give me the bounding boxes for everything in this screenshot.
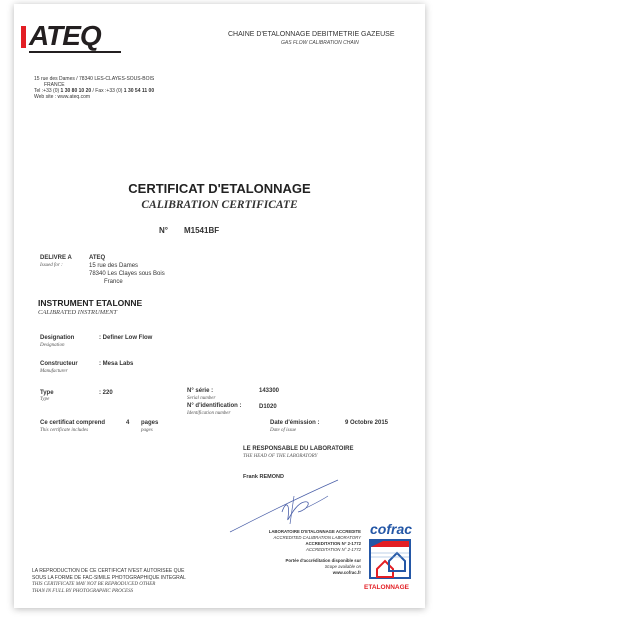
pages-count: 4 <box>126 420 130 426</box>
certificate-title-en: CALIBRATION CERTIFICATE <box>141 199 298 211</box>
accr-line-2: ACCREDITED CALIBRATION LABORATORY <box>273 535 361 540</box>
certificate-title-fr: CERTIFICAT D'ETALONNAGE <box>128 181 311 196</box>
designation-label-en: Designation <box>40 343 65 348</box>
manufacturer-value: : Mesa Labs <box>99 361 134 367</box>
cofrac-wordmark: cofrac <box>370 521 413 537</box>
lab-head-title-fr: LE RESPONSABLE DU LABORATOIRE <box>243 446 354 452</box>
address-web: Web site : www.ateq.com <box>34 94 91 100</box>
issued-name: ATEQ <box>89 255 106 261</box>
issued-address-2: 78340 Les Clayes sous Bois <box>89 271 165 277</box>
ident-label-fr: N° d'identification : <box>187 403 242 409</box>
issue-label-en: Date of issue <box>270 428 297 433</box>
fax-label: / Fax :+33 (0) <box>92 88 123 94</box>
ident-value: D1020 <box>259 404 277 410</box>
type-value: : 220 <box>99 390 113 396</box>
type-label-fr: Type <box>40 390 54 396</box>
issued-label-en: Issued for : <box>40 263 63 268</box>
pages-unit-en: pages <box>141 428 153 433</box>
instrument-heading-en: CALIBRATED INSTRUMENT <box>38 309 118 316</box>
footer-en-2: THAN IN FULL BY PHOTOGRAPHIC PROCESS <box>32 589 134 594</box>
accr-line-7: www.cofrac.fr <box>332 570 361 575</box>
designation-label-fr: Designation <box>40 335 75 341</box>
cofrac-logo-icon <box>369 539 411 579</box>
lab-head-name: Frank REMOND <box>243 474 284 480</box>
logo-red-bar <box>21 26 26 48</box>
chain-title-en: GAS FLOW CALIBRATION CHAIN <box>281 40 359 46</box>
manufacturer-label-fr: Constructeur <box>40 361 78 367</box>
pages-label-fr: Ce certificat comprend <box>40 420 106 426</box>
type-label-en: Type <box>40 397 50 402</box>
serial-label-en: Serial number <box>187 396 216 401</box>
cofrac-etalonnage-label: ETALONNAGE <box>364 584 410 591</box>
issued-address-1: 15 rue des Dames <box>89 263 139 269</box>
accr-line-1: LABORATOIRE D'ETALONNAGE ACCREDITE <box>268 529 361 534</box>
pages-unit-fr: pages <box>141 420 159 426</box>
serial-value: 143300 <box>259 388 280 394</box>
instrument-heading-fr: INSTRUMENT ETALONNE <box>38 298 143 308</box>
footer-fr-2: SOUS LA FORME DE FAC-SIMILE PHOTOGRAPHIQUE INTEGRAL <box>32 575 186 581</box>
lab-head-title-en: THE HEAD OF THE LABORATORY <box>243 454 318 459</box>
tel-label: Tel :+33 (0) <box>34 88 60 94</box>
logo-underline <box>29 51 121 53</box>
issue-date: 9 Octobre 2015 <box>345 420 389 426</box>
manufacturer-label-en: Manufacturer <box>40 369 68 374</box>
accr-line-5: Portée d'accréditation disponible sur <box>285 558 361 563</box>
logo-wordmark: ATEQ <box>29 20 101 51</box>
accr-line-4: ACCREDITATION N° 2-1772 <box>305 547 361 552</box>
chain-title-fr: CHAINE D'ETALONNAGE DEBITMETRIE GAZEUSE <box>228 31 395 38</box>
address-line-2: FRANCE <box>44 82 65 88</box>
issue-label-fr: Date d'émission : <box>270 420 320 426</box>
fax-number: 1 30 54 11 00 <box>123 88 155 94</box>
ateq-logo <box>21 20 125 54</box>
serial-label-fr: N° série : <box>187 388 214 394</box>
certificate-number-value: M1541BF <box>183 226 220 235</box>
pages-label-en: This certificate includes <box>40 428 89 433</box>
accr-line-6: Scope available on <box>324 564 361 569</box>
address-line-1: 15 rue des Dames / 78340 LES-CLAYES-SOUS-BOIS <box>34 76 155 82</box>
ident-label-en: Identification number <box>187 411 231 416</box>
footer-en-1: THIS CERTIFICATE MAY NOT BE REPRODUCED OTHER <box>32 582 156 587</box>
accr-line-3: ACCREDITATION N° 2-1772 <box>305 541 361 546</box>
certificate-number-label: N° <box>159 226 168 235</box>
certificate-number <box>159 226 219 235</box>
issued-label-fr: DELIVRE A <box>40 255 72 261</box>
tel-number: 1 30 80 10 20 <box>60 88 92 94</box>
issued-address-3: France <box>104 279 123 285</box>
designation-value: : Definer Low Flow <box>99 335 153 341</box>
certificate-page <box>14 4 425 608</box>
footer-fr-1: LA REPRODUCTION DE CE CERTIFICAT N'EST AUTORISEE QUE <box>32 568 185 574</box>
signature <box>228 474 348 534</box>
